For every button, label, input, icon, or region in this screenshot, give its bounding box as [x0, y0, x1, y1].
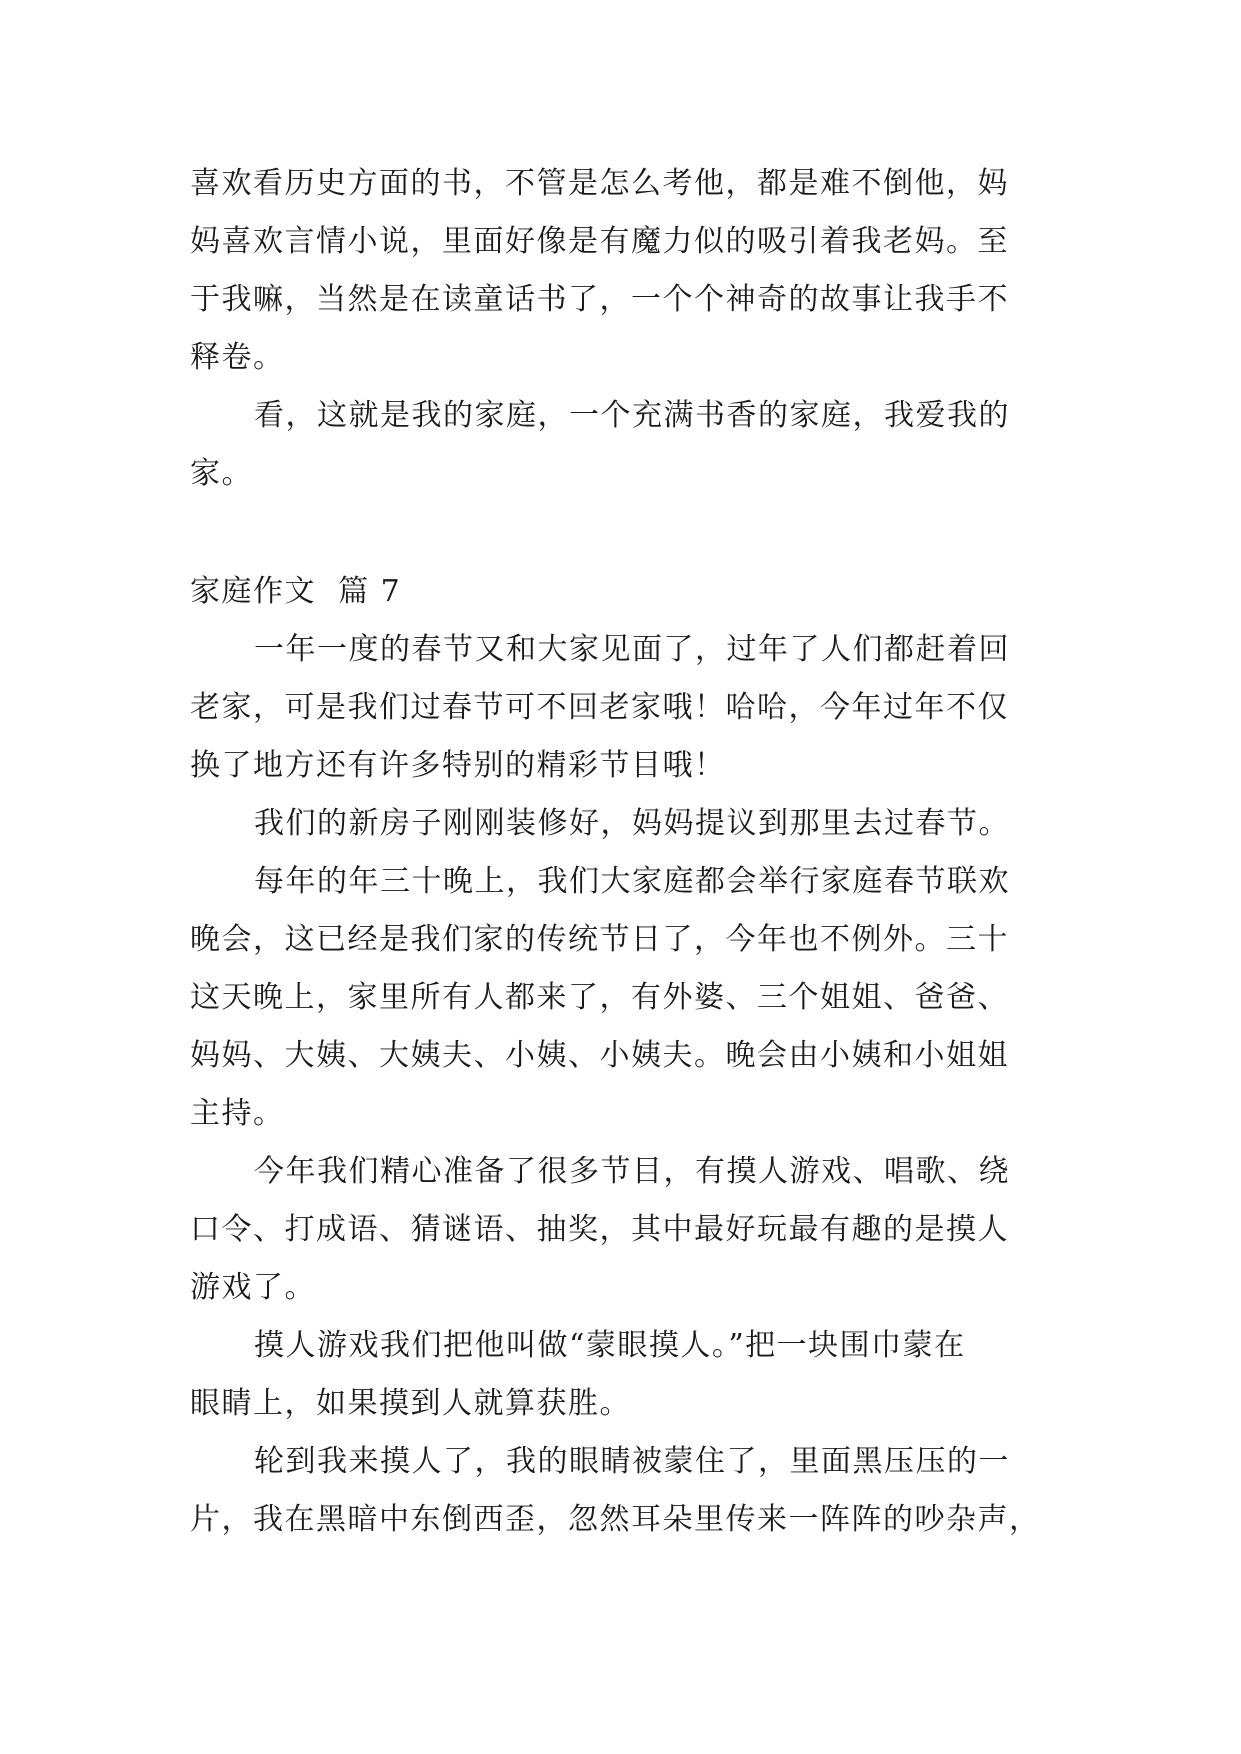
text-line: 妈妈、大姨、大姨夫、小姨、小姨夫。晚会由小姨和小姐姐	[190, 1038, 1009, 1073]
text-line: 眼睛上，如果摸到人就算获胜。	[190, 1386, 631, 1421]
text-line: 晚会，这已经是我们家的传统节日了，今年也不例外。三十	[190, 922, 1009, 957]
heading-section-number: 篇 7	[338, 574, 402, 609]
text-line: 口令、打成语、猜谜语、抽奖，其中最好玩最有趣的是摸人	[190, 1212, 1009, 1247]
paragraph-block-main	[190, 621, 1050, 1549]
text-line: 我们的新房子刚刚装修好，妈妈提议到那里去过春节。	[254, 806, 1010, 841]
text-line: 今年我们精心准备了很多节目，有摸人游戏、唱歌、绕	[254, 1154, 1010, 1189]
text-line: 轮到我来摸人了，我的眼睛被蒙住了，里面黑压压的一	[254, 1444, 1010, 1479]
text-line: 换了地方还有许多特别的精彩节目哦！	[190, 748, 726, 783]
text-line: 老家，可是我们过春节可不回老家哦！哈哈，今年过年不仅	[190, 690, 1009, 725]
text-line: 游戏了。	[190, 1270, 316, 1305]
text-line: 于我嘛，当然是在读童话书了，一个个神奇的故事让我手不	[190, 282, 1009, 317]
text-line: 喜欢看历史方面的书，不管是怎么考他，都是难不倒他，妈	[190, 166, 1009, 201]
paragraph-block-top	[190, 155, 1050, 503]
text-line: 每年的年三十晚上，我们大家庭都会举行家庭春节联欢	[254, 864, 1010, 899]
heading-title: 家庭作文	[190, 574, 316, 609]
text-line: 主持。	[190, 1096, 285, 1131]
text-line: 妈喜欢言情小说，里面好像是有魔力似的吸引着我老妈。至	[190, 224, 1009, 259]
text-line: 摸人游戏我们把他叫做“蒙眼摸人。”把一块围巾蒙在	[254, 1328, 966, 1363]
text-line: 一年一度的春节又和大家见面了，过年了人们都赶着回	[254, 632, 1010, 667]
section-heading	[190, 563, 401, 621]
text-line: 释卷。	[190, 340, 285, 375]
text-line: 片，我在黑暗中东倒西歪，忽然耳朵里传来一阵阵的吵杂声，	[190, 1502, 1041, 1537]
text-line: 家。	[190, 456, 253, 491]
text-line: 这天晚上，家里所有人都来了，有外婆、三个姐姐、爸爸、	[190, 980, 1009, 1015]
text-line: 看，这就是我的家庭，一个充满书香的家庭，我爱我的	[254, 398, 1010, 433]
